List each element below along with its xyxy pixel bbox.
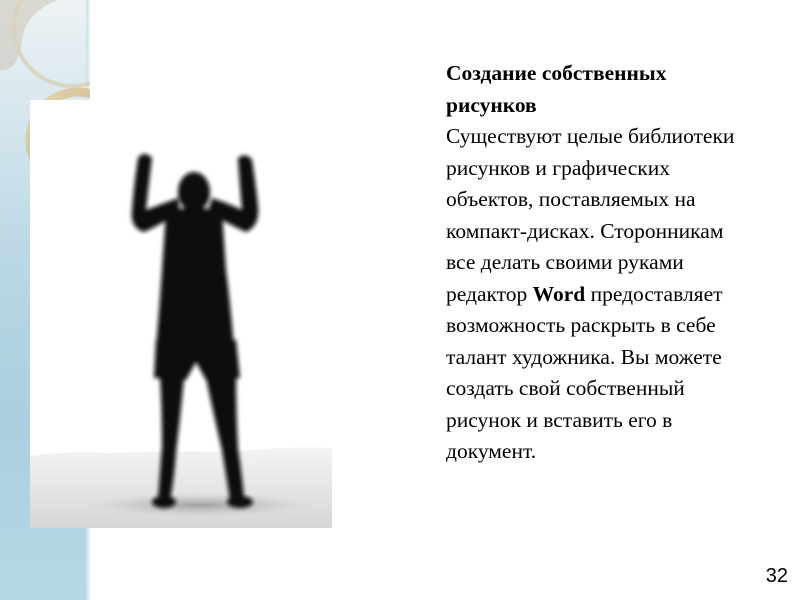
body-text-part-2: предоставляет возможность раскрыть в себе талант художника. Вы можете создать свой собственный рисунок и вставить его в документ. bbox=[446, 281, 723, 463]
body-text-part-1: Существуют целые библиотеки рисунков и графических объектов, поставляемых на компакт-дисках. Сторонникам все делать своими руками редактор bbox=[446, 124, 735, 306]
slide-title: Создание собственных рисунков bbox=[446, 61, 667, 117]
slide-text-block bbox=[446, 58, 746, 468]
slide-number: 32 bbox=[765, 565, 788, 587]
silhouette-photo bbox=[30, 100, 332, 528]
slide-body bbox=[446, 121, 746, 468]
body-text-word: Word bbox=[532, 281, 586, 306]
